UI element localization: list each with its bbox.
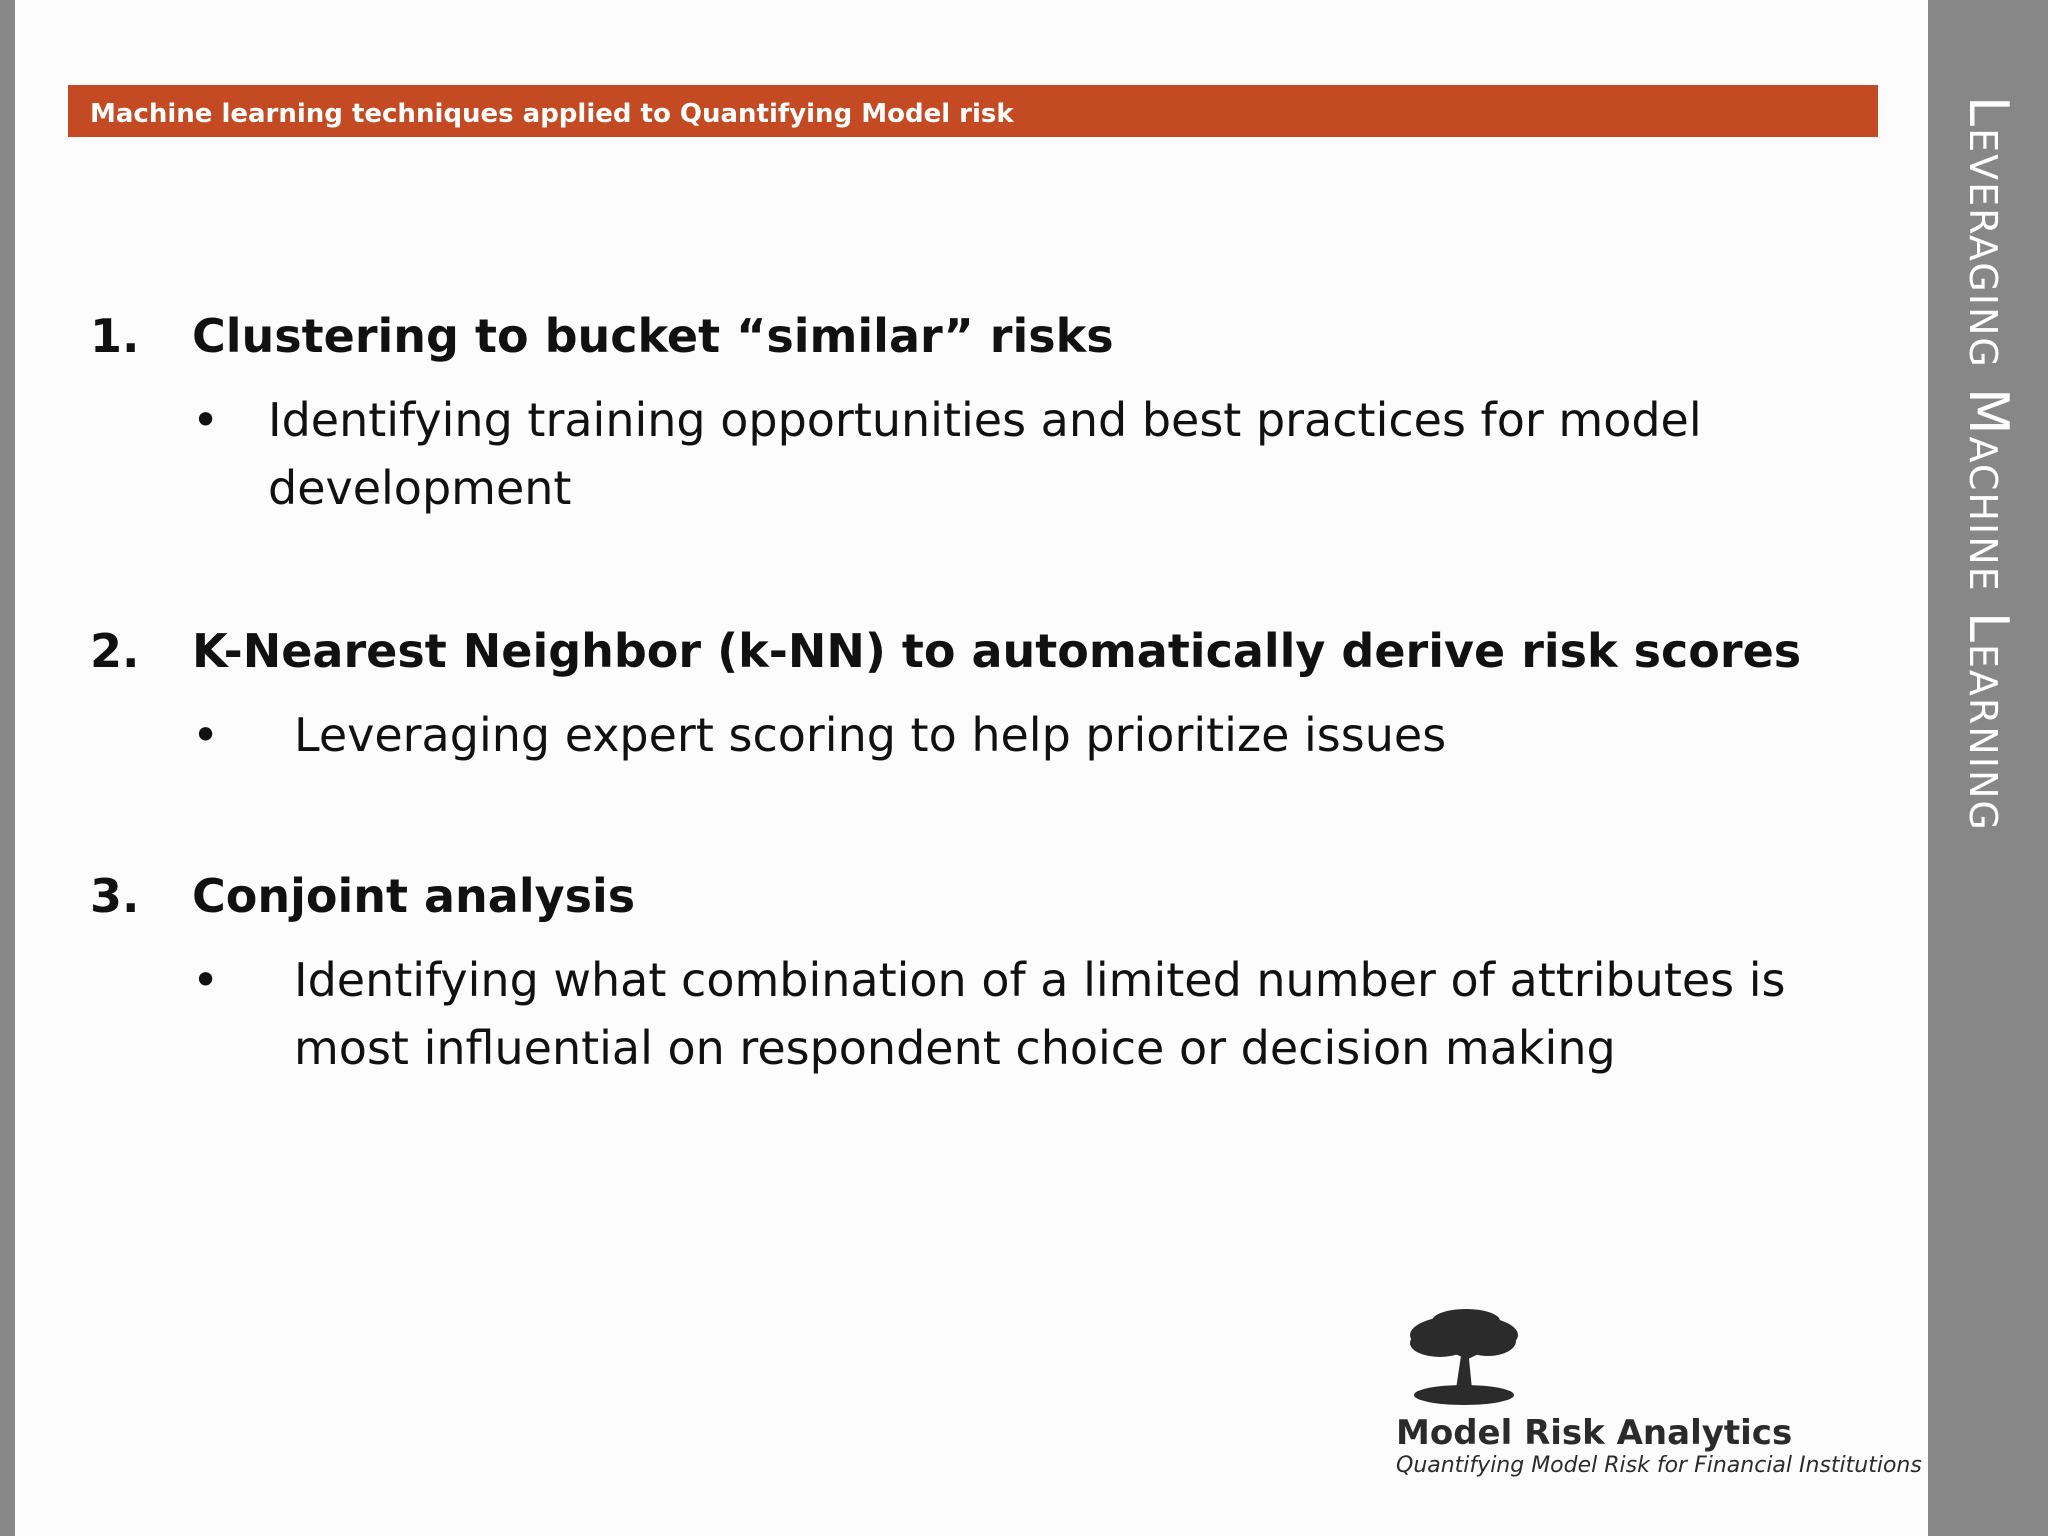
bullet-marker: • [192,393,220,447]
bullet-marker: • [192,708,220,762]
item-heading-text: K-Nearest Neighbor (k-NN) to automatically derive risk scores [192,624,1802,678]
item-number: 2. [90,624,140,678]
sub-bullet-text: Leveraging expert scoring to help prioritize issues [294,708,1447,762]
vertical-section-title: Leveraging Machine Learning [1957,96,2020,832]
item-heading-text: Clustering to bucket “similar” risks [192,309,1114,363]
list-item-conjoint [90,864,1834,1082]
left-edge-strip [0,0,15,1536]
bullet-marker: • [192,953,220,1007]
logo-company-name: Model Risk Analytics [1396,1413,1793,1453]
item-heading [90,304,1708,368]
item-number: 1. [90,309,140,363]
company-logo [1396,1305,1922,1479]
sub-bullet-text: Identifying training opportunities and best practices for model development [268,393,1702,515]
sub-bullet-text: Identifying what combination of a limited number of attributes is most influential on respondent choice or decision making [294,953,1786,1075]
sub-bullet [192,386,1708,522]
logo-tagline: Quantifying Model Risk for Financial Institutions [1396,1453,1922,1478]
list-item-knn [90,619,1801,769]
item-heading [90,864,1834,928]
item-heading [90,619,1801,683]
slide-header-bar [68,85,1878,137]
item-heading-text: Conjoint analysis [192,869,636,923]
slide-header-title: Machine learning techniques applied to Quantifying Model risk [90,99,1014,129]
item-number: 3. [90,869,140,923]
sub-bullet [192,946,1834,1082]
list-item-clustering [90,304,1708,522]
tree-icon [1396,1305,1526,1413]
sub-bullet [192,701,1801,769]
